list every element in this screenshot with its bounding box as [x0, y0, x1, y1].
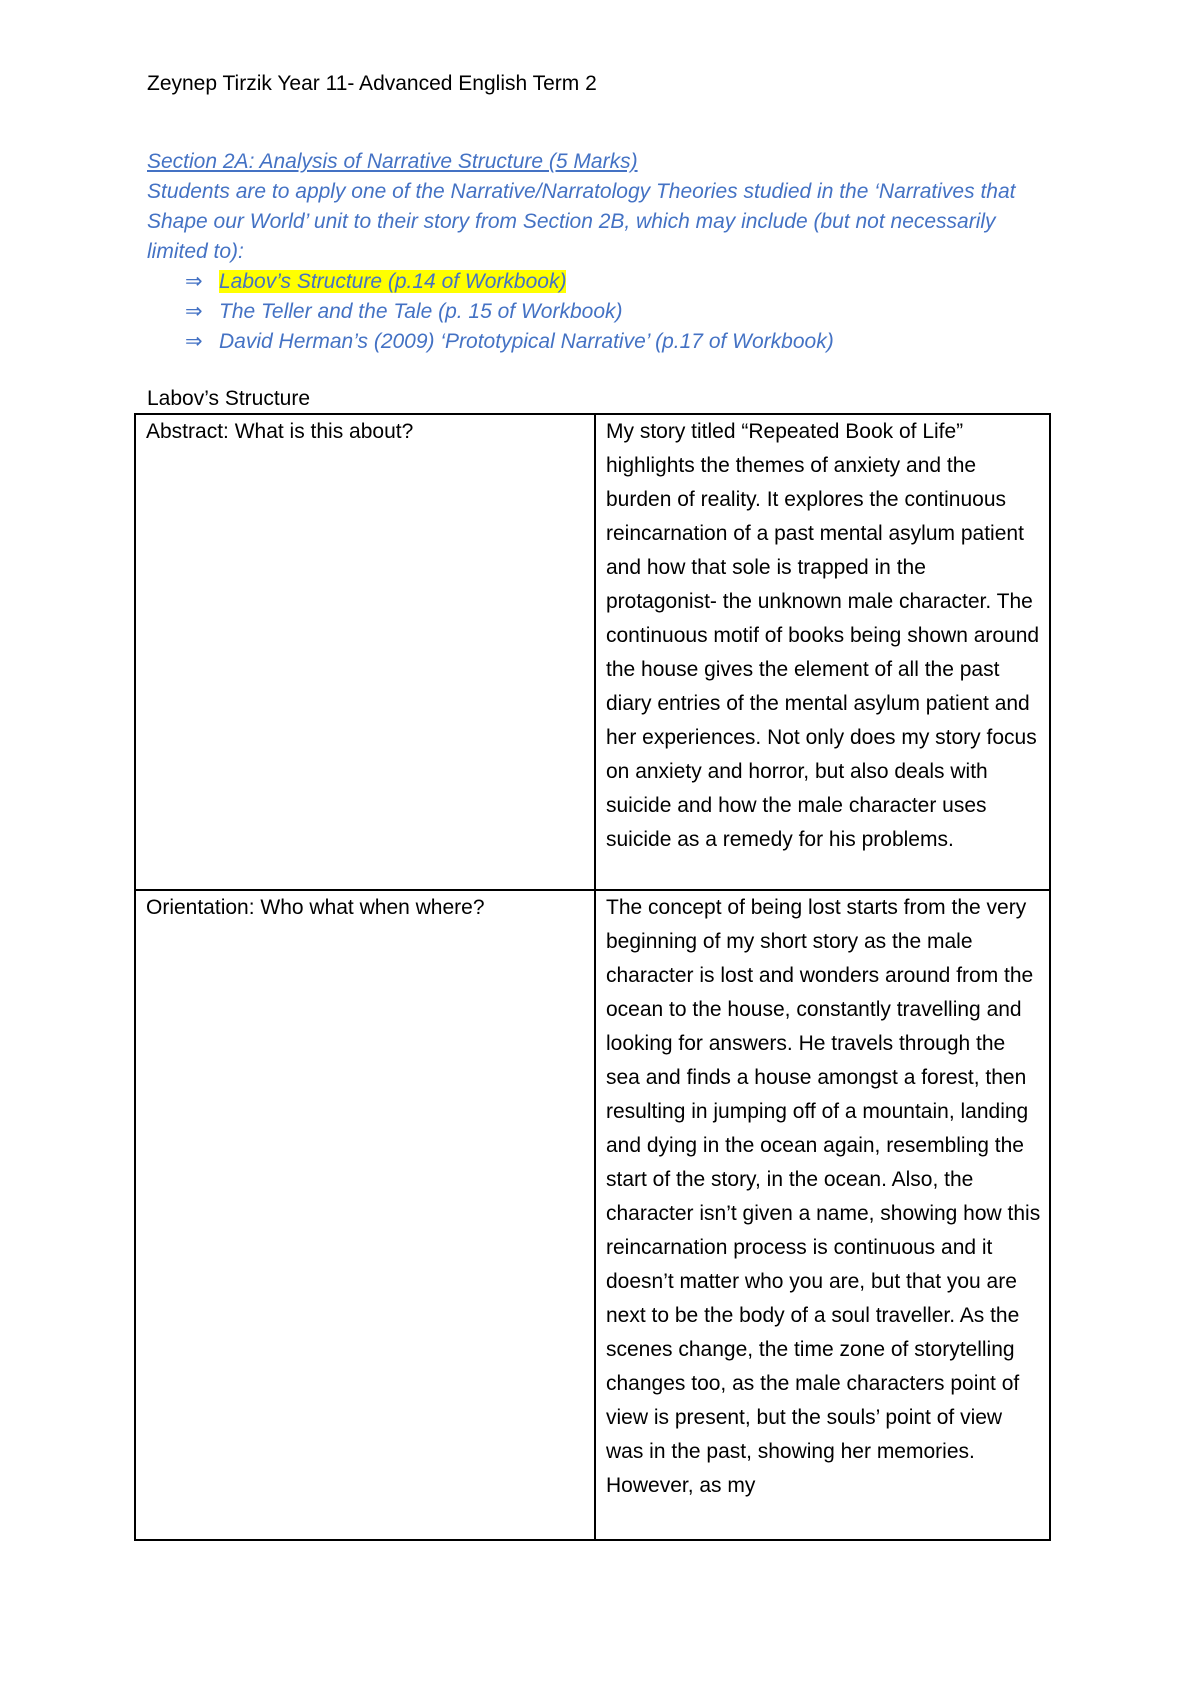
theory-option-label: Labov’s Structure (p.14 of Workbook) — [219, 270, 567, 293]
theory-option-herman — [185, 327, 1047, 357]
theory-options-list — [147, 267, 1047, 357]
section-instructions: Students are to apply one of the Narrative/Narratology Theories studied in the ‘Narratives that Shape our World’ unit to their story from Section 2B, which may include (but not necessarily limited to): — [147, 180, 1016, 263]
theory-option-labov — [185, 267, 1047, 297]
arrow-bullet-icon: ⇒ — [185, 330, 203, 353]
section-heading: Section 2A: Analysis of Narrative Structure (5 Marks) — [147, 150, 638, 173]
arrow-bullet-icon: ⇒ — [185, 300, 203, 323]
theory-option-label: The Teller and the Tale (p. 15 of Workbook) — [219, 300, 623, 323]
row-answer: My story titled “Repeated Book of Life” highlights the themes of anxiety and the burden of reality. It explores the continuous reincarnation of a past mental asylum patient and how that sole is trapped in the protagonist- the unknown male character. The continuous motif of books being shown around the house gives the element of all the past diary entries of the mental asylum patient and her experiences. Not only does my story focus on anxiety and horror, but also deals with suicide and how the male character uses suicide as a remedy for his problems. — [595, 414, 1050, 890]
labov-structure-table — [134, 413, 1051, 1541]
row-answer: The concept of being lost starts from the very beginning of my short story as the male character is lost and wonders around from the ocean to the house, constantly travelling and looking for answers. He travels through the sea and finds a house amongst a forest, then resulting in jumping off of a mountain, landing and dying in the ocean again, resembling the start of the story, in the ocean. Also, the character isn’t given a name, showing how this reincarnation process is continuous and it doesn’t matter who you are, but that you are next to be the body of a soul traveller. As the scenes change, the time zone of storytelling changes too, as the male characters point of view is present, but the souls’ point of view was in the past, showing her memories. However, as my — [595, 890, 1050, 1540]
table-row — [135, 890, 1050, 1540]
document-title: Zeynep Tirzik Year 11- Advanced English Term 2 — [147, 72, 597, 95]
theory-option-label: David Herman’s (2009) ‘Prototypical Narrative’ (p.17 of Workbook) — [219, 330, 834, 353]
table-row — [135, 414, 1050, 890]
theory-option-teller-tale — [185, 297, 1047, 327]
section-2a-instructions — [147, 147, 1047, 357]
arrow-bullet-icon: ⇒ — [185, 270, 203, 293]
structure-label: Labov’s Structure — [147, 387, 311, 410]
row-question: Orientation: Who what when where? — [135, 890, 595, 1540]
row-question: Abstract: What is this about? — [135, 414, 595, 890]
